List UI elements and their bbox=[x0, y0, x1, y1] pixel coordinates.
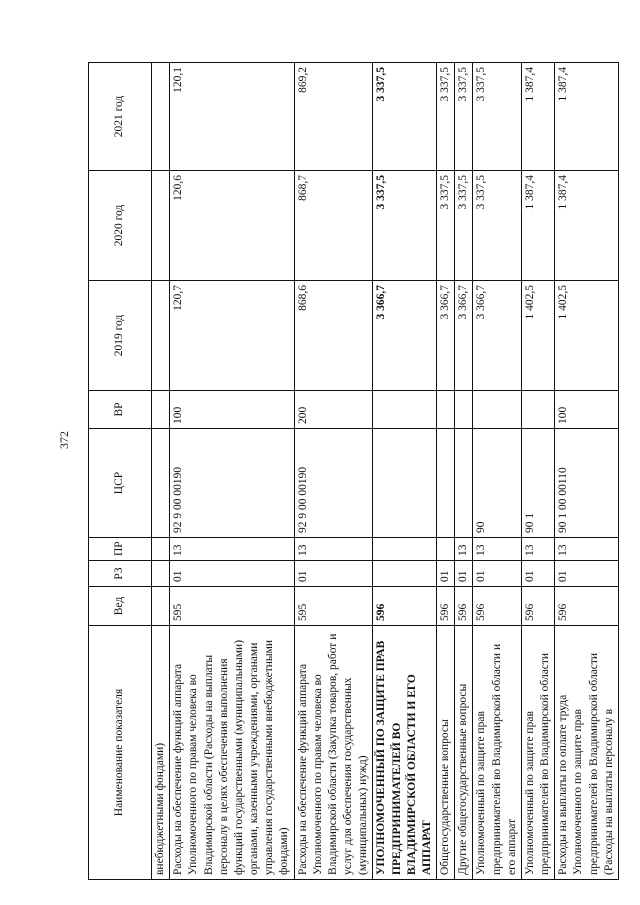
cell-rz: 01 bbox=[437, 561, 455, 587]
cell-y2020: 1 387,4 bbox=[555, 171, 619, 281]
header-2019: 2019 год bbox=[89, 281, 152, 391]
cell-pr: 13 bbox=[170, 538, 294, 561]
cell-name: Общегосударственные вопросы bbox=[437, 626, 455, 880]
cell-name: Уполномоченный по защите прав предпринимателей во Владимирской области и его аппарат bbox=[473, 626, 522, 880]
cell-y2019 bbox=[152, 281, 170, 391]
cell-y2021: 1 387,4 bbox=[521, 63, 554, 171]
cell-y2019: 120,7 bbox=[170, 281, 294, 391]
cell-pr: 13 bbox=[455, 538, 473, 561]
cell-ved: 595 bbox=[170, 587, 294, 626]
cell-y2021 bbox=[152, 63, 170, 171]
cell-ved: 596 bbox=[455, 587, 473, 626]
cell-csr bbox=[373, 429, 437, 538]
cell-rz: 01 bbox=[555, 561, 619, 587]
cell-pr bbox=[437, 538, 455, 561]
cell-rz: 01 bbox=[521, 561, 554, 587]
cell-ved: 595 bbox=[294, 587, 373, 626]
cell-y2021: 3 337,5 bbox=[437, 63, 455, 171]
header-csr: ЦСР bbox=[89, 429, 152, 538]
cell-y2020: 3 337,5 bbox=[473, 171, 522, 281]
header-pr: ПР bbox=[89, 538, 152, 561]
header-2021: 2021 год bbox=[89, 63, 152, 171]
cell-ved: 596 bbox=[521, 587, 554, 626]
cell-ved: 596 bbox=[473, 587, 522, 626]
cell-y2020: 868,7 bbox=[294, 171, 373, 281]
page-number: 372 bbox=[57, 431, 71, 449]
cell-y2019: 3 366,7 bbox=[455, 281, 473, 391]
table-row bbox=[152, 63, 170, 880]
header-name: Наименование показателя bbox=[89, 626, 152, 880]
cell-name: УПОЛНОМОЧЕННЫЙ ПО ЗАЩИТЕ ПРАВ ПРЕДПРИНИМАТЕЛЕЙ ВО ВЛАДИМИРСКОЙ ОБЛАСТИ И ЕГО АППАРАТ bbox=[373, 626, 437, 880]
cell-ved: 596 bbox=[555, 587, 619, 626]
table-row bbox=[373, 63, 437, 880]
cell-vr bbox=[373, 391, 437, 429]
cell-y2019: 3 366,7 bbox=[473, 281, 522, 391]
cell-name: Расходы на обеспечение функций аппарата Уполномоченного по правам человека во Владимирской области (Закупка товаров, работ и услуг для обеспечения государственных (муниципальных) нужд) bbox=[294, 626, 373, 880]
cell-vr bbox=[473, 391, 522, 429]
cell-y2021: 120,1 bbox=[170, 63, 294, 171]
cell-y2020: 1 387,4 bbox=[521, 171, 554, 281]
cell-vr: 200 bbox=[294, 391, 373, 429]
cell-csr bbox=[152, 429, 170, 538]
cell-ved: 596 bbox=[373, 587, 437, 626]
cell-pr bbox=[152, 538, 170, 561]
cell-csr: 90 1 bbox=[521, 429, 554, 538]
table-row bbox=[473, 63, 522, 880]
cell-vr bbox=[437, 391, 455, 429]
cell-name: внебюджетными фондами) bbox=[152, 626, 170, 880]
cell-pr: 13 bbox=[555, 538, 619, 561]
cell-name: Уполномоченный по защите прав предпринимателей во Владимирской области bbox=[521, 626, 554, 880]
cell-y2020: 120,6 bbox=[170, 171, 294, 281]
cell-y2019: 1 402,5 bbox=[555, 281, 619, 391]
cell-csr bbox=[455, 429, 473, 538]
cell-y2019: 3 366,7 bbox=[373, 281, 437, 391]
cell-name: Расходы на выплаты по оплате труда Уполномоченного по защите прав предпринимателей во Владимирской области (Расходы на выплаты персоналу в bbox=[555, 626, 619, 880]
cell-vr bbox=[152, 391, 170, 429]
cell-y2021: 1 387,4 bbox=[555, 63, 619, 171]
table-row bbox=[455, 63, 473, 880]
cell-y2021: 3 337,5 bbox=[473, 63, 522, 171]
cell-y2019: 868,6 bbox=[294, 281, 373, 391]
cell-pr: 13 bbox=[294, 538, 373, 561]
rotated-page-content bbox=[88, 63, 615, 880]
budget-table bbox=[88, 62, 619, 880]
cell-csr: 92 9 00 00190 bbox=[294, 429, 373, 538]
cell-y2020: 3 337,5 bbox=[455, 171, 473, 281]
table-row bbox=[294, 63, 373, 880]
cell-ved: 596 bbox=[437, 587, 455, 626]
header-vr: ВР bbox=[89, 391, 152, 429]
cell-y2021: 3 337,5 bbox=[455, 63, 473, 171]
cell-y2021: 869,2 bbox=[294, 63, 373, 171]
header-ved: Вед bbox=[89, 587, 152, 626]
cell-csr bbox=[437, 429, 455, 538]
cell-y2021: 3 337,5 bbox=[373, 63, 437, 171]
cell-rz: 01 bbox=[170, 561, 294, 587]
cell-vr bbox=[521, 391, 554, 429]
table-header-row bbox=[89, 63, 152, 880]
cell-name: Расходы на обеспечение функций аппарата Уполномоченного по правам человека во Владимирской области (Расходы на выплаты персоналу в целях обеспечения выполнения функций государственными (муниципальными) органами, казенными учреждениями, органами управления государственными внебюджетными фондами) bbox=[170, 626, 294, 880]
cell-rz bbox=[152, 561, 170, 587]
table-row bbox=[555, 63, 619, 880]
cell-csr: 90 bbox=[473, 429, 522, 538]
table-body bbox=[152, 63, 619, 880]
table-row bbox=[170, 63, 294, 880]
cell-y2020: 3 337,5 bbox=[437, 171, 455, 281]
cell-pr bbox=[373, 538, 437, 561]
cell-y2020: 3 337,5 bbox=[373, 171, 437, 281]
cell-rz: 01 bbox=[455, 561, 473, 587]
cell-y2020 bbox=[152, 171, 170, 281]
cell-y2019: 3 366,7 bbox=[437, 281, 455, 391]
cell-vr: 100 bbox=[555, 391, 619, 429]
cell-pr: 13 bbox=[521, 538, 554, 561]
cell-csr: 92 9 00 00190 bbox=[170, 429, 294, 538]
cell-csr: 90 1 00 00110 bbox=[555, 429, 619, 538]
cell-y2019: 1 402,5 bbox=[521, 281, 554, 391]
cell-rz: 01 bbox=[473, 561, 522, 587]
table-row bbox=[521, 63, 554, 880]
cell-ved bbox=[152, 587, 170, 626]
cell-pr: 13 bbox=[473, 538, 522, 561]
cell-rz bbox=[373, 561, 437, 587]
table-row bbox=[437, 63, 455, 880]
header-2020: 2020 год bbox=[89, 171, 152, 281]
cell-vr: 100 bbox=[170, 391, 294, 429]
cell-name: Другие общегосударственные вопросы bbox=[455, 626, 473, 880]
cell-vr bbox=[455, 391, 473, 429]
cell-rz: 01 bbox=[294, 561, 373, 587]
header-rz: РЗ bbox=[89, 561, 152, 587]
